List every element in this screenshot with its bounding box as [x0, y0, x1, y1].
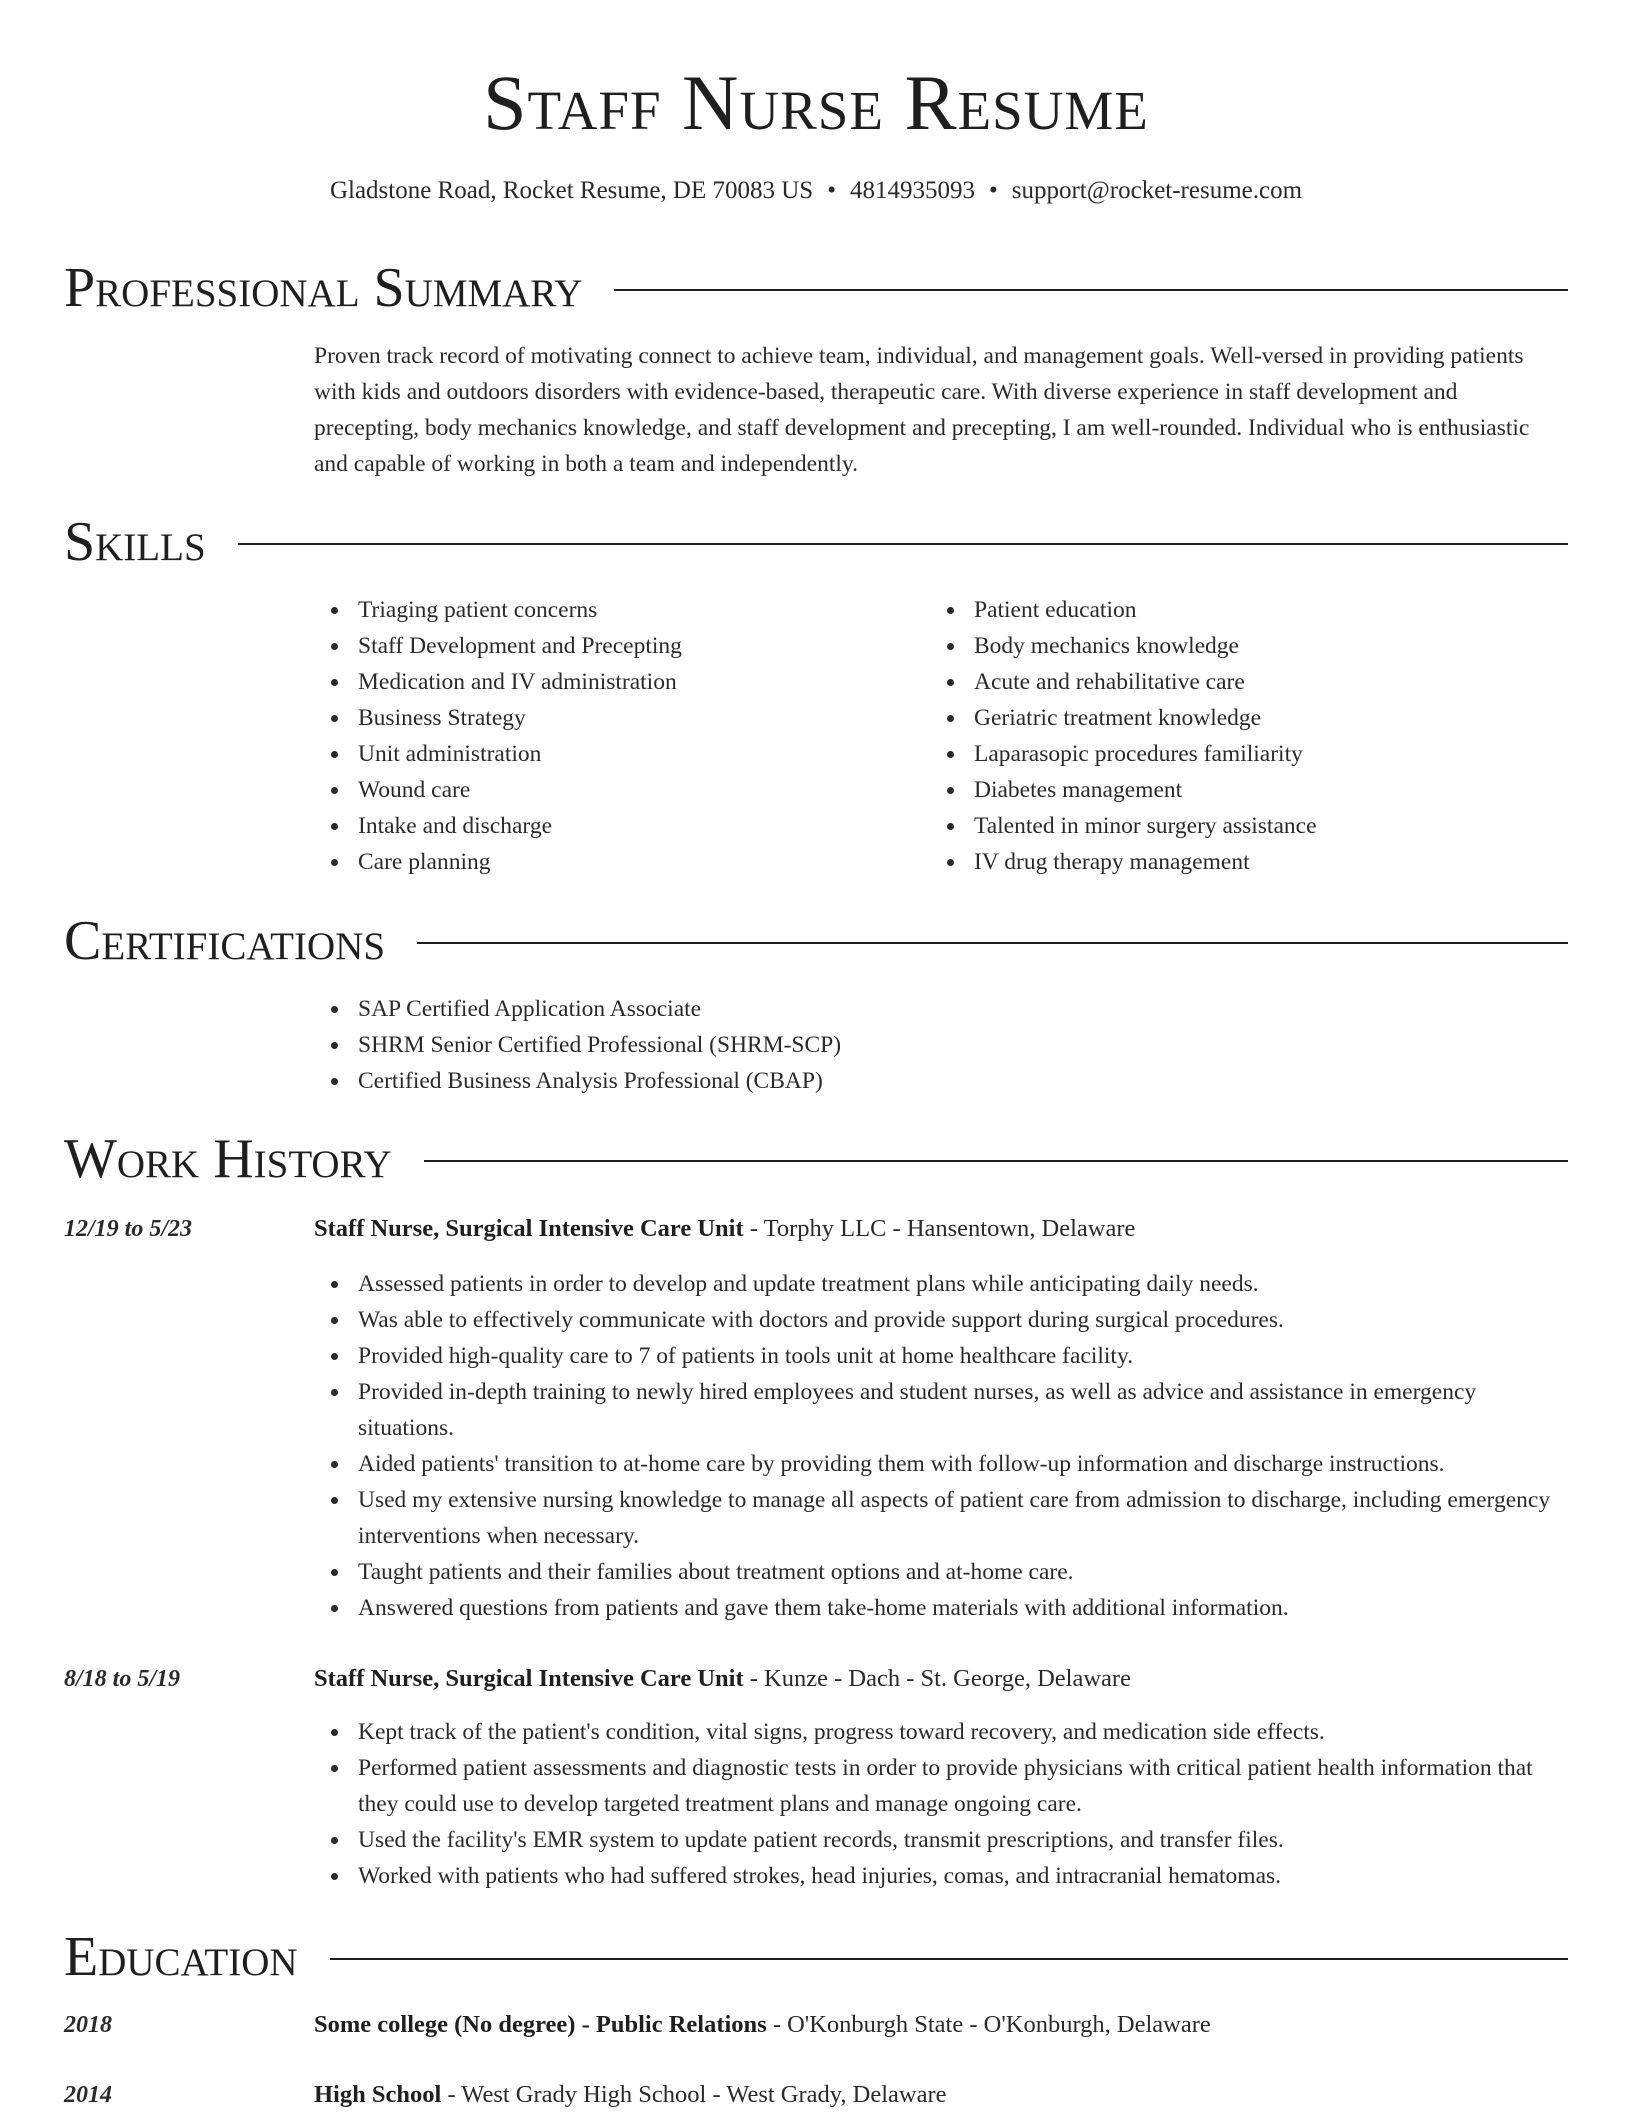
job-title: Staff Nurse, Surgical Intensive Care Unit — [314, 1665, 744, 1692]
job-dates: 12/19 to 5/23 — [64, 1216, 193, 1242]
job-title-line — [314, 1662, 1568, 1696]
section-header-certifications — [64, 909, 1568, 973]
job-title-line — [314, 1212, 1568, 1246]
section-title-work-history: Work History — [64, 1128, 392, 1190]
job-duties-list — [314, 1714, 1568, 1894]
contact-address: Gladstone Road, Rocket Resume, DE 70083 US — [329, 177, 814, 204]
job-duty-item: Aided patients' transition to at-home care by providing them with follow-up information and discharge instructions. — [314, 1446, 1568, 1482]
skill-item: Body mechanics knowledge — [930, 628, 1546, 664]
job-duty-item: Provided in-depth training to newly hired employees and student nurses, as well as advice and assistance in emergency situations. — [314, 1374, 1568, 1446]
job-duty-item: Performed patient assessments and diagnostic tests in order to provide physicians with critical patient health information that they could use to develop targeted treatment plans and manage ongoing care. — [314, 1750, 1568, 1822]
section-title-education: Education — [64, 1926, 298, 1988]
skill-item: Staff Development and Precepting — [314, 628, 930, 664]
contact-line — [0, 174, 1632, 208]
education-degree: High School — [314, 2081, 442, 2108]
skill-item: Care planning — [314, 844, 930, 880]
skills-column-right — [930, 592, 1546, 880]
summary-text: Proven track record of motivating connect to achieve team, individual, and management goals. Well-versed in providing patients with kids and outdoors disorders with evidence-based, therapeutic care. With diverse experience in staff development and precepting, body mechanics knowledge, and staff development and precepting, I am well-rounded. Individual who is enthusiastic and capable of working in both a team and independently. — [314, 343, 1530, 477]
skill-item: Patient education — [930, 592, 1546, 628]
section-title-certifications: Certifications — [64, 910, 386, 972]
section-rule — [238, 543, 1568, 545]
section-rule — [614, 289, 1568, 291]
skill-item: Wound care — [314, 772, 930, 808]
resume-title: Staff Nurse Resume — [483, 59, 1149, 146]
skill-item: Triaging patient concerns — [314, 592, 930, 628]
job-duty-item: Taught patients and their families about treatment options and at-home care. — [314, 1554, 1568, 1590]
education-year: 2018 — [64, 2012, 112, 2038]
section-rule — [424, 1160, 1568, 1162]
skill-item: Medication and IV administration — [314, 664, 930, 700]
job-duty-item: Kept track of the patient's condition, vital signs, progress toward recovery, and medication side effects. — [314, 1714, 1568, 1750]
job-duty-item: Assessed patients in order to develop and update treatment plans while anticipating daily needs. — [314, 1266, 1568, 1302]
skill-item: Acute and rehabilitative care — [930, 664, 1546, 700]
skill-item: Geriatric treatment knowledge — [930, 700, 1546, 736]
section-header-skills — [64, 510, 1568, 574]
contact-email: support@rocket-resume.com — [1011, 177, 1303, 204]
section-rule — [330, 1958, 1568, 1960]
education-school: - West Grady High School - West Grady, Delaware — [441, 2081, 947, 2108]
section-title-skills: Skills — [64, 511, 206, 573]
skill-item: Unit administration — [314, 736, 930, 772]
job-employer: - Kunze - Dach - St. George, Delaware — [743, 1665, 1131, 1692]
certification-item: SHRM Senior Certified Professional (SHRM-SCP) — [314, 1027, 1568, 1063]
contact-separator: • — [988, 177, 998, 204]
job-duty-item: Answered questions from patients and gave them take-home materials with additional information. — [314, 1590, 1568, 1626]
skill-item: Laparasopic procedures familiarity — [930, 736, 1546, 772]
contact-phone: 4814935093 — [849, 177, 975, 204]
education-entry — [314, 2008, 1568, 2042]
job-duty-item: Used my extensive nursing knowledge to manage all aspects of patient care from admission to discharge, including emergency interventions when necessary. — [314, 1482, 1568, 1554]
skill-item: Diabetes management — [930, 772, 1546, 808]
job-duty-item: Used the facility's EMR system to update patient records, transmit prescriptions, and transfer files. — [314, 1822, 1568, 1858]
skills-column-left — [314, 592, 930, 880]
section-title-summary: Professional Summary — [64, 257, 583, 319]
skills-list — [314, 592, 1568, 880]
education-school: - O'Konburgh State - O'Konburgh, Delaware — [766, 2011, 1211, 2038]
section-header-work-history — [64, 1127, 1568, 1191]
education-degree: Some college (No degree) - Public Relations — [314, 2011, 767, 2038]
contact-separator: • — [827, 177, 836, 204]
job-duty-item: Provided high-quality care to 7 of patients in tools unit at home healthcare facility. — [314, 1338, 1568, 1374]
skill-item: Talented in minor surgery assistance — [930, 808, 1546, 844]
skill-item: IV drug therapy management — [930, 844, 1546, 880]
job-duty-item: Was able to effectively communicate with doctors and provide support during surgical procedures. — [314, 1302, 1568, 1338]
certification-item: SAP Certified Application Associate — [314, 991, 1568, 1027]
skill-item: Intake and discharge — [314, 808, 930, 844]
section-rule — [417, 942, 1568, 944]
job-duty-item: Worked with patients who had suffered strokes, head injuries, comas, and intracranial hematomas. — [314, 1858, 1568, 1894]
job-dates: 8/18 to 5/19 — [64, 1666, 181, 1692]
skill-item: Business Strategy — [314, 700, 930, 736]
job-employer: - Torphy LLC - Hansentown, Delaware — [743, 1215, 1136, 1242]
education-entry — [314, 2078, 1568, 2112]
education-year: 2014 — [64, 2082, 112, 2108]
certification-item: Certified Business Analysis Professional (CBAP) — [314, 1063, 1568, 1099]
section-header-summary — [64, 256, 1568, 320]
job-title: Staff Nurse, Surgical Intensive Care Unit — [314, 1215, 744, 1242]
section-header-education — [64, 1925, 1568, 1989]
job-duties-list — [314, 1266, 1568, 1626]
certifications-list — [314, 991, 1568, 1099]
